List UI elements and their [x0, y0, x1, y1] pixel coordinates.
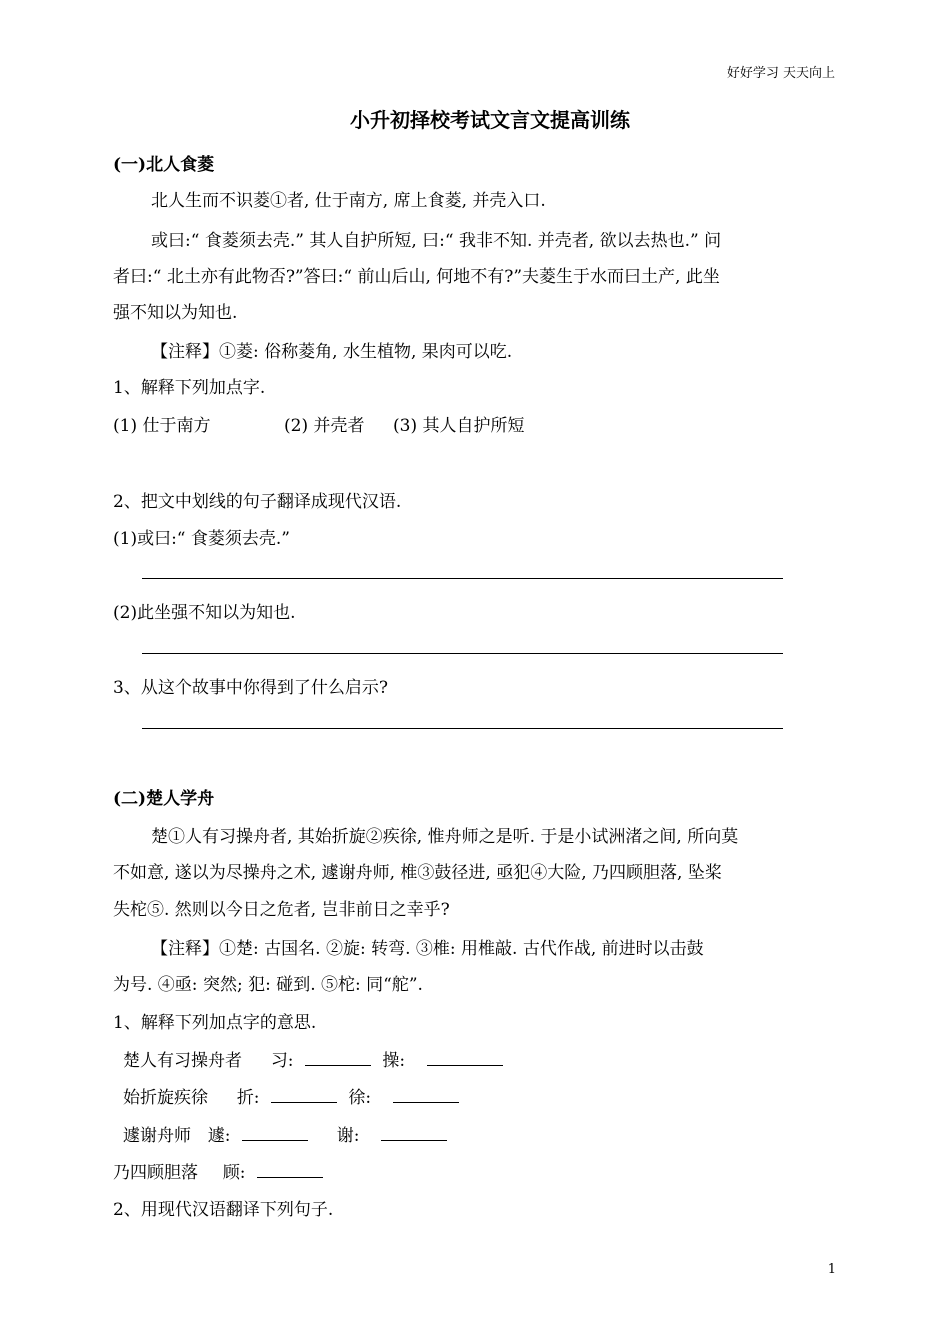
section-2-question-1: 1、解释下列加点字的意思. [113, 1013, 317, 1033]
fill-row-phrase: 遽谢舟师 [123, 1126, 191, 1146]
section-1-question-2-item-2: (2)此坐强不知以为知也. [113, 603, 296, 623]
fill-row-4 [113, 1158, 329, 1183]
section-1-question-1-item-a: (1) 仕于南方 [113, 416, 211, 436]
fill-row-phrase: 始折旋疾徐 [123, 1088, 208, 1108]
section-1-paragraph-2-line-3: 强不知以为知也. [113, 303, 238, 323]
section-1-question-1-item-c: (3) 其人自护所短 [393, 416, 525, 436]
fill-row-label: 操: [382, 1051, 406, 1071]
fill-row-1 [123, 1046, 509, 1071]
fill-blank[interactable] [427, 1047, 503, 1066]
fill-row-phrase: 乃四顾胆落 [113, 1163, 198, 1183]
page-number: 1 [827, 1262, 836, 1277]
section-1-question-3: 3、从这个故事中你得到了什么启示? [113, 678, 388, 698]
section-1-heading: (一)北人食菱 [113, 155, 215, 175]
section-1-question-2-item-1: (1)或曰:“ 食菱须去壳.” [113, 529, 290, 549]
fill-row-2 [123, 1083, 465, 1108]
page-header: 好好学习 天天向上 [726, 66, 835, 81]
answer-line[interactable] [142, 653, 783, 654]
fill-row-label: 折: [236, 1088, 260, 1108]
fill-row-label: 徐: [348, 1088, 372, 1108]
fill-row-phrase: 楚人有习操舟者 [123, 1051, 242, 1071]
fill-row-label: 习: [270, 1051, 294, 1071]
fill-row-3 [123, 1121, 453, 1146]
section-1-question-2: 2、把文中划线的句子翻译成现代汉语. [113, 492, 402, 512]
fill-row-label: 顾: [222, 1163, 246, 1183]
fill-blank[interactable] [305, 1047, 371, 1066]
answer-line[interactable] [142, 728, 783, 729]
section-2-note-line-1: 【注释】①楚: 古国名. ②旋: 转弯. ③椎: 用椎敲. 古代作战, 前进时以击鼓 [151, 939, 704, 959]
section-1-question-1-item-b: (2) 并壳者 [284, 416, 365, 436]
fill-blank[interactable] [381, 1122, 447, 1141]
section-2-heading: (二)楚人学舟 [113, 789, 215, 809]
section-2-paragraph-line-3: 失柁⑤. 然则以今日之危者, 岂非前日之幸乎? [113, 900, 450, 920]
section-1-paragraph-2-line-2: 者曰:“ 北土亦有此物否?”答曰:“ 前山后山, 何地不有?”夫菱生于水而曰土产, 此坐 [113, 267, 720, 287]
section-1-paragraph-1: 北人生而不识菱①者, 仕于南方, 席上食菱, 并壳入口. [151, 191, 546, 211]
fill-blank[interactable] [393, 1084, 459, 1103]
section-2-paragraph-line-2: 不如意, 遂以为尽操舟之术, 遽谢舟师, 椎③鼓径进, 亟犯④大险, 乃四顾胆落, 坠桨 [113, 863, 722, 883]
fill-row-label: 遽: [207, 1126, 231, 1146]
section-2-paragraph-line-1: 楚①人有习操舟者, 其始折旋②疾徐, 惟舟师之是听. 于是小试洲渚之间, 所向莫 [151, 827, 739, 847]
fill-blank[interactable] [257, 1159, 323, 1178]
section-1-question-1: 1、解释下列加点字. [113, 378, 266, 398]
section-2-note-line-2: 为号. ④亟: 突然; 犯: 碰到. ⑤柁: 同“舵”. [113, 975, 423, 995]
section-2-question-2: 2、用现代汉语翻译下列句子. [113, 1200, 334, 1220]
section-1-note: 【注释】①菱: 俗称菱角, 水生植物, 果肉可以吃. [151, 342, 513, 362]
fill-blank[interactable] [242, 1122, 308, 1141]
fill-blank[interactable] [271, 1084, 337, 1103]
answer-line[interactable] [142, 578, 783, 579]
page-title: 小升初择校考试文言文提高训练 [350, 108, 630, 132]
section-1-paragraph-2-line-1: 或曰:“ 食菱须去壳.” 其人自护所短, 曰:“ 我非不知. 并壳者, 欲以去热也.” 问 [151, 231, 722, 251]
fill-row-label: 谢: [336, 1126, 360, 1146]
